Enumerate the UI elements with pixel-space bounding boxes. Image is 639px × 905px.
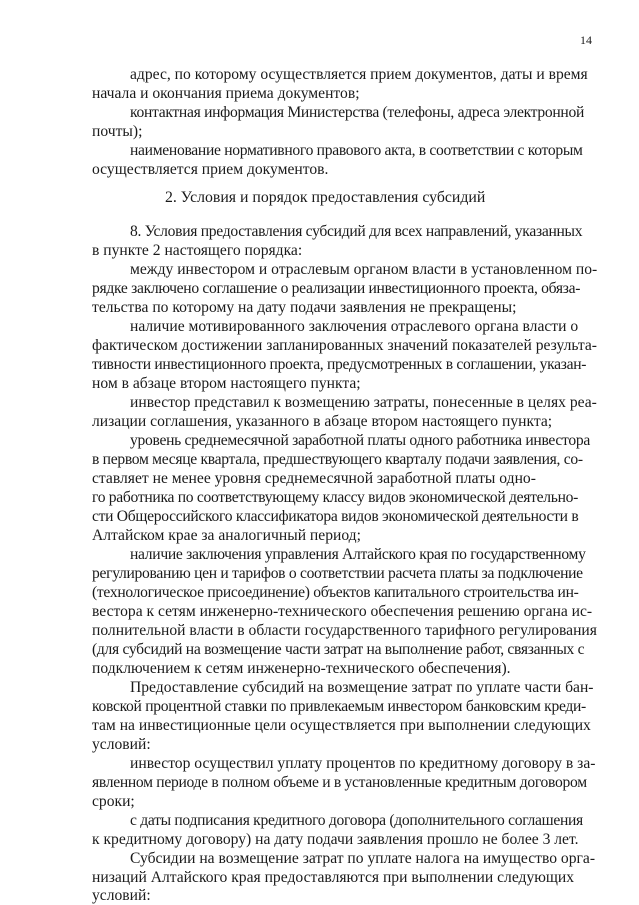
page-number: 14 — [580, 33, 592, 47]
text-line: в пункте 2 настоящего порядка: — [92, 242, 303, 259]
text-line: фактическом достижении запланированных значений показателей результа- — [92, 337, 597, 354]
text-line: Алтайском крае за аналогичный период; — [92, 527, 361, 544]
text-line: полнительной власти в области государственного тарифного регулирования — [92, 622, 597, 639]
text-line: 8. Условия предоставления субсидий для всех направлений, указанных — [130, 223, 583, 240]
text-line: инвестор представил к возмещению затраты, понесенные в целях реа- — [130, 394, 597, 411]
text-line: сти Общероссийского классификатора видов экономической деятельности в — [92, 508, 579, 525]
text-line: инвестор осуществил уплату процентов по кредитному договору в за- — [130, 755, 596, 772]
text-line: явленном периоде в полном объеме и в установленные кредитным договором — [92, 774, 587, 791]
text-line: осуществляется прием документов. — [92, 161, 329, 178]
text-line: почты); — [92, 123, 143, 140]
text-line: ном в абзаце втором настоящего пункта; — [92, 375, 361, 392]
text-line: ставляет не менее уровня среднемесячной заработной платы одно- — [92, 470, 536, 487]
text-line: начала и окончания приема документов; — [92, 85, 360, 102]
text-line: в первом месяце квартала, предшествующего кварталу подачи заявления, со- — [92, 451, 583, 468]
text-line: наличие заключения управления Алтайского края по государственному — [130, 546, 586, 563]
text-line: уровень среднемесячной заработной платы одного работника инвестора — [130, 432, 590, 449]
text-line: наименование нормативного правового акта, в соответствии с которым — [130, 142, 583, 159]
text-line: с даты подписания кредитного договора (дополнительного соглашения — [130, 812, 583, 829]
text-line: Предоставление субсидий на возмещение затрат по уплате части бан- — [130, 679, 594, 696]
text-line: Субсидии на возмещение затрат по уплате налога на имущество орга- — [130, 850, 596, 867]
text-line: тивности инвестиционного проекта, предусмотренных в соглашении, указан- — [92, 356, 587, 373]
section-heading: 2. Условия и порядок предоставления субсидий — [165, 189, 486, 206]
text-line: тельства по которому на дату подачи заявления не прекращены; — [92, 299, 517, 316]
text-line: наличие мотивированного заключения отраслевого органа власти о — [130, 318, 579, 335]
text-line: условий: — [92, 736, 151, 753]
text-line: условий: — [92, 887, 151, 904]
text-line: подключением к сетям инженерно-технического обеспечения). — [92, 660, 511, 677]
text-line: (технологическое присоединение) объектов капитального строительства ин- — [92, 584, 579, 601]
text-line: (для субсидий на возмещение части затрат на выполнение работ, связанных с — [92, 641, 585, 658]
text-line: регулированию цен и тарифов о соответствии расчета платы за подключение — [92, 565, 583, 582]
text-line: го работника по соответствующему классу видов экономической деятельно- — [92, 489, 579, 506]
text-line: между инвестором и отраслевым органом власти в установленном по- — [130, 261, 598, 278]
text-line: там на инвестиционные цели осуществляется при выполнении следующих — [92, 717, 591, 734]
text-line: сроки; — [92, 793, 135, 810]
text-line: лизации соглашения, указанного в абзаце втором настоящего пункта; — [92, 413, 553, 430]
text-line: вестора к сетям инженерно-технического обеспечения решению органа ис- — [92, 603, 593, 620]
text-line: контактная информация Министерства (телефоны, адреса электронной — [130, 104, 584, 121]
text-line: адрес, по которому осуществляется прием документов, даты и время — [130, 66, 588, 83]
text-line: низаций Алтайского края предоставляются при выполнении следующих — [92, 869, 575, 886]
text-line: ковской процентной ставки по привлекаемым инвестором банковским креди- — [92, 698, 586, 715]
text-line: к кредитному договору) на дату подачи заявления прошло не более 3 лет. — [92, 831, 579, 848]
text-line: рядке заключено соглашение о реализации инвестиционного проекта, обяза- — [92, 280, 581, 297]
